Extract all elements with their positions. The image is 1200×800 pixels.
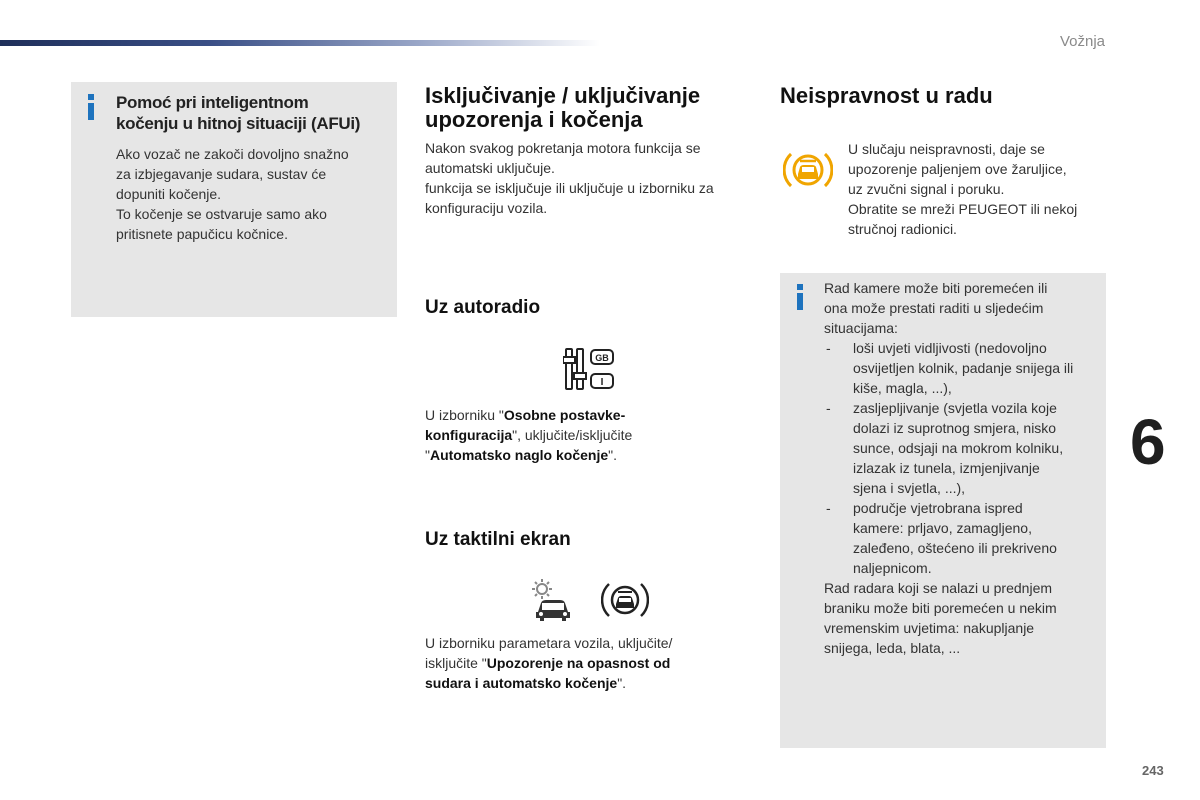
header-bar bbox=[0, 40, 600, 46]
afu-note-title: Pomoć pri inteligentnom kočenju u hitnoj situaciji (AFUi) bbox=[116, 93, 361, 133]
settings-sliders-icon bbox=[563, 347, 617, 393]
touchscreen-text: U izborniku parametara vozila, uključite/ isključite "Upozorenje na opasnost od sudara i automatsko kočenje". bbox=[425, 635, 673, 691]
camera-conditions-list bbox=[824, 338, 1102, 578]
autoradio-heading: Uz autoradio bbox=[425, 297, 541, 318]
list-item: - područje vjetrobrana ispred kamere: prljavo, zamagljeno, zaleđeno, oštećeno ili prekriveno naljepnicom. bbox=[824, 498, 1102, 578]
icon-label-gb: GB bbox=[595, 353, 609, 363]
chapter-number: 6 bbox=[1130, 406, 1166, 478]
camera-note-text: Rad kamere može biti poremećen ili ona može prestati raditi u sljedećim situacijama: - loši uvjeti vidljivosti (nedovoljno osvijetljen kolnik, padanje snijega ili kiše, magla, ...), - zasljepljivanje (svjetla vozila koje dolazi iz suprotnog smjera, nisko sunce, odsjaji na mokrom kolniku, izlazak iz tunela, izmjenjivanje sjena i svjetla, ...), - područje vjetrobrana ispred kamere: prljavo, zamagljeno, zaleđeno, oštećeno ili prekriveno naljepnicom. Rad radara koji se nalazi u prednjem braniku može biti poremećen u nekim vremenskim uvjetima: nakupljanje snijega, leda, blata, ... bbox=[824, 278, 1102, 658]
car-settings-icon bbox=[530, 578, 574, 622]
toggle-text: Nakon svakog pokretanja motora funkcija se automatski uključuje. funkcija se isključuje ili uključuje u izborniku za konfiguraciju vozila. bbox=[425, 140, 714, 216]
collision-alert-icon bbox=[601, 578, 649, 622]
toggle-heading: Isključivanje / uključivanje upozorenja i kočenja bbox=[425, 83, 701, 132]
list-item: - zasljepljivanje (svjetla vozila koje dolazi iz suprotnog smjera, nisko sunce, odsjaji na mokrom kolniku, izlazak iz tunela, izmjenjivanje sjena i svjetla, ...), bbox=[824, 398, 1102, 498]
page-number: 243 bbox=[1142, 763, 1164, 778]
info-icon bbox=[795, 284, 805, 310]
icon-label-i: I bbox=[600, 377, 604, 388]
touchscreen-heading: Uz taktilni ekran bbox=[425, 529, 571, 550]
section-title: Vožnja bbox=[1059, 33, 1105, 50]
malfunction-heading: Neispravnost u radu bbox=[780, 83, 993, 108]
list-item: - loši uvjeti vidljivosti (nedovoljno osvijetljen kolnik, padanje snijega ili kiše, magla, ...), bbox=[824, 338, 1102, 398]
afu-note-text: Ako vozač ne zakoči dovoljno snažno za izbjegavanje sudara, sustav će dopuniti kočenje. To kočenje se ostvaruje samo ako pritisnete papučicu kočnice. bbox=[116, 146, 349, 242]
info-icon bbox=[86, 94, 96, 120]
collision-warning-lamp-icon bbox=[783, 148, 833, 192]
autoradio-text: U izborniku "Osobne postavke- konfiguracija", uključite/isključite "Automatsko naglo kočenje". bbox=[425, 407, 633, 463]
malfunction-text: U slučaju neispravnosti, daje se upozorenje paljenjem ove žaruljice, uz zvučni signal i poruku. Obratite se mreži PEUGEOT ili nekoj stručnoj radionici. bbox=[848, 141, 1078, 237]
